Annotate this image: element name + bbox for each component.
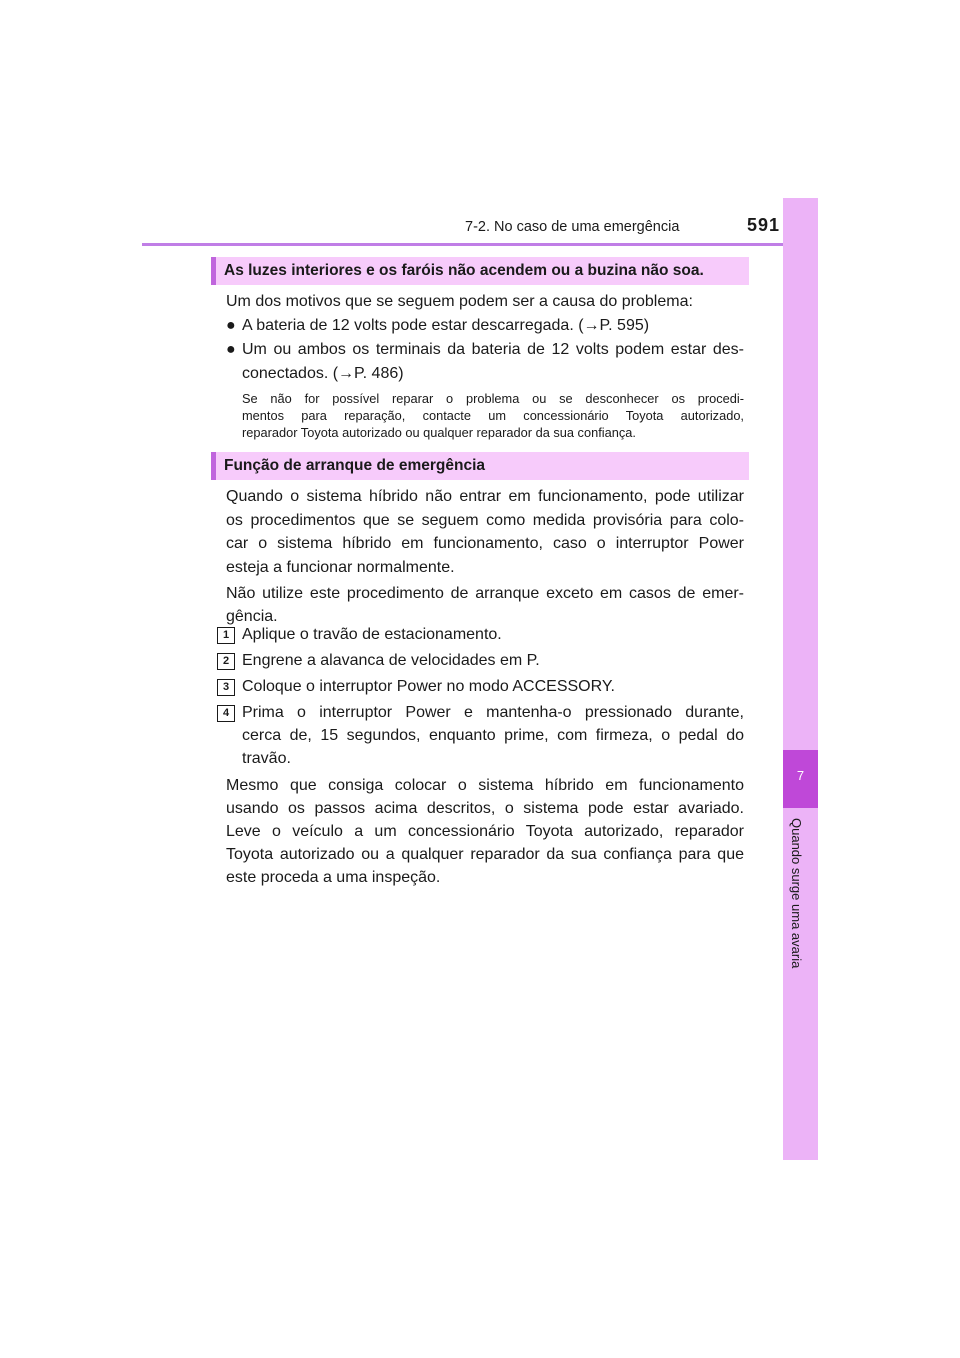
step-text: travão. (242, 750, 291, 767)
note-line: mentos para reparação, contacte um concessionário Toyota autorizado, (242, 408, 744, 423)
para3-line: Toyota autorizado ou a qualquer reparador da sua confiança para que (226, 846, 744, 863)
step-text: Coloque o interruptor Power no modo ACCESSORY. (242, 678, 615, 695)
bullet-terminals-line2: conectados. (→P. 486) (242, 365, 404, 382)
para1-line: esteja a funcionar normalmente. (226, 559, 455, 576)
note-line: Se não for possível reparar o problema ou se desconhecer os procedi- (242, 391, 744, 406)
bullet-battery-discharged: A bateria de 12 volts pode estar descarregada. (→P. 595) (242, 317, 650, 334)
bullet-marker: ● (226, 341, 236, 358)
para2-line: gência. (226, 608, 278, 625)
header-rule (142, 243, 818, 246)
step-number-box: 1 (217, 627, 235, 644)
bullet-marker: ● (226, 317, 236, 334)
bullet-terminals-line1: Um ou ambos os terminais da bateria de 12 volts podem estar des- (242, 341, 744, 358)
running-header-section: 7-2. No caso de uma emergência (465, 219, 680, 235)
page-number: 591 (747, 215, 781, 235)
para3-line: este proceda a uma inspeção. (226, 869, 441, 886)
step-number-box: 3 (217, 679, 235, 696)
section-heading-emergency-start: Função de arranque de emergência (211, 452, 749, 480)
para3-line: Mesmo que consiga colocar o sistema híbrido em funcionamento (226, 777, 744, 794)
step-text: Engrene a alavanca de velocidades em P. (242, 652, 540, 669)
para1-line: os procedimentos que se seguem como medida provisória para colo- (226, 512, 744, 529)
step-number-box: 4 (217, 705, 235, 722)
chapter-side-tab (783, 198, 818, 1160)
step-text: Aplique o travão de estacionamento. (242, 626, 502, 643)
section-heading-lights: As luzes interiores e os faróis não acendem ou a buzina não soa. (211, 257, 749, 285)
para2-line: Não utilize este procedimento de arranque exceto em casos de emer- (226, 585, 744, 602)
step-number-box: 2 (217, 653, 235, 670)
para1-line: Quando o sistema híbrido não entrar em funcionamento, pode utilizar (226, 488, 744, 505)
step-text: cerca de, 15 segundos, enquanto prime, com firmeza, o pedal do (242, 727, 744, 744)
para3-line: usando os passos acima descritos, o sistema pode estar avariado. (226, 800, 744, 817)
para3-line: Leve o veículo a um concessionário Toyota autorizado, reparador (226, 823, 744, 840)
chapter-title: Quando surge uma avaria (789, 818, 804, 969)
note-line: reparador Toyota autorizado ou qualquer reparador da sua confiança. (242, 425, 636, 440)
section1-intro: Um dos motivos que se seguem podem ser a causa do problema: (226, 293, 693, 310)
para1-line: car o sistema híbrido em funcionamento, caso o interruptor Power (226, 535, 744, 552)
step-text: Prima o interruptor Power e mantenha-o pressionado durante, (242, 704, 744, 721)
chapter-number: 7 (796, 768, 805, 783)
